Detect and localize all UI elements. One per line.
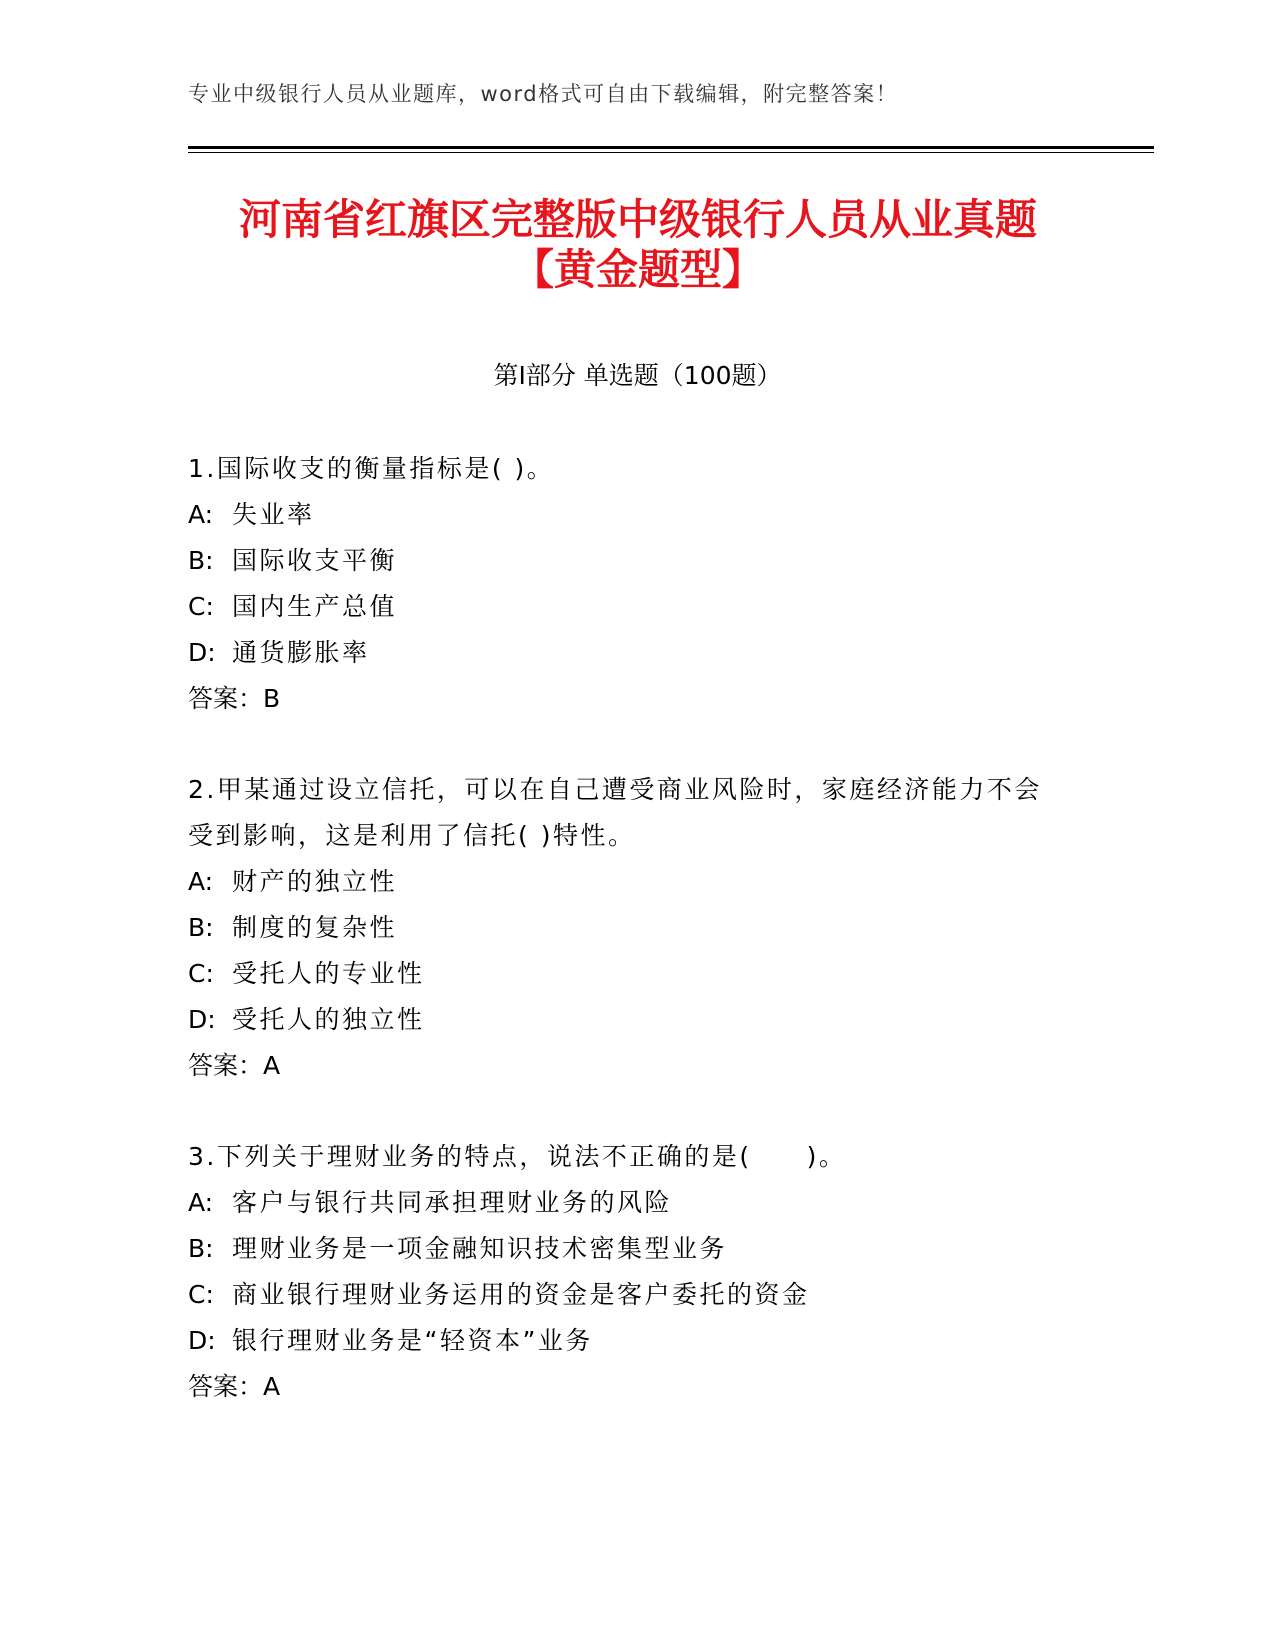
option-key: A: bbox=[188, 867, 214, 896]
header-note: 专业中级银行人员从业题库，word格式可自由下载编辑，附完整答案！ bbox=[188, 82, 899, 106]
option-b bbox=[188, 905, 1068, 951]
option-text: 受托人的专业性 bbox=[232, 959, 425, 988]
option-c bbox=[188, 951, 1068, 997]
option-a bbox=[188, 492, 1068, 538]
option-text: 财产的独立性 bbox=[232, 867, 398, 896]
option-d bbox=[188, 997, 1068, 1043]
option-key: B: bbox=[188, 546, 214, 575]
question-text: 1.国际收支的衡量指标是( )。 bbox=[188, 454, 555, 483]
answer: 答案：A bbox=[188, 1372, 281, 1401]
option-key: D: bbox=[188, 1326, 216, 1355]
section-title: 第Ⅰ部分 单选题（100题） bbox=[493, 361, 782, 390]
option-key: A: bbox=[188, 500, 214, 529]
option-key: A: bbox=[188, 1188, 214, 1217]
option-key: B: bbox=[188, 913, 214, 942]
document-title bbox=[188, 195, 1088, 295]
option-text: 制度的复杂性 bbox=[232, 913, 398, 942]
option-c bbox=[188, 584, 1068, 630]
question-list bbox=[188, 446, 1068, 1455]
answer: 答案：A bbox=[188, 1051, 281, 1080]
option-a bbox=[188, 1180, 1068, 1226]
option-d bbox=[188, 1318, 1068, 1364]
header-rule-thick bbox=[188, 146, 1154, 149]
option-c bbox=[188, 1272, 1068, 1318]
option-text: 商业银行理财业务运用的资金是客户委托的资金 bbox=[232, 1280, 810, 1309]
option-key: C: bbox=[188, 1280, 214, 1309]
option-text: 国内生产总值 bbox=[232, 592, 398, 621]
document-title-line-1: 河南省红旗区完整版中级银行人员从业真题 bbox=[238, 195, 1037, 244]
option-text: 失业率 bbox=[232, 500, 315, 529]
option-key: B: bbox=[188, 1234, 214, 1263]
option-b bbox=[188, 538, 1068, 584]
option-key: D: bbox=[188, 1005, 216, 1034]
header-rule-thin bbox=[188, 152, 1154, 153]
option-key: C: bbox=[188, 592, 214, 621]
question-item bbox=[188, 1134, 1068, 1410]
option-text: 国际收支平衡 bbox=[232, 546, 398, 575]
option-b bbox=[188, 1226, 1068, 1272]
answer: 答案：B bbox=[188, 684, 281, 713]
option-text: 受托人的独立性 bbox=[232, 1005, 425, 1034]
option-text: 理财业务是一项金融知识技术密集型业务 bbox=[232, 1234, 728, 1263]
option-d bbox=[188, 630, 1068, 676]
option-text: 通货膨胀率 bbox=[232, 638, 370, 667]
option-a bbox=[188, 859, 1068, 905]
question-item bbox=[188, 767, 1068, 1089]
option-key: D: bbox=[188, 638, 216, 667]
question-text: 3.下列关于理财业务的特点，说法不正确的是( )。 bbox=[188, 1142, 847, 1171]
option-key: C: bbox=[188, 959, 214, 988]
option-text: 银行理财业务是“轻资本”业务 bbox=[232, 1326, 593, 1355]
question-item bbox=[188, 446, 1068, 722]
option-text: 客户与银行共同承担理财业务的风险 bbox=[232, 1188, 673, 1217]
question-text: 2.甲某通过设立信托，可以在自己遭受商业风险时，家庭经济能力不会受到影响，这是利用了信托( )特性。 bbox=[188, 775, 1042, 850]
document-title-line-2: 【黄金题型】 bbox=[511, 245, 764, 294]
